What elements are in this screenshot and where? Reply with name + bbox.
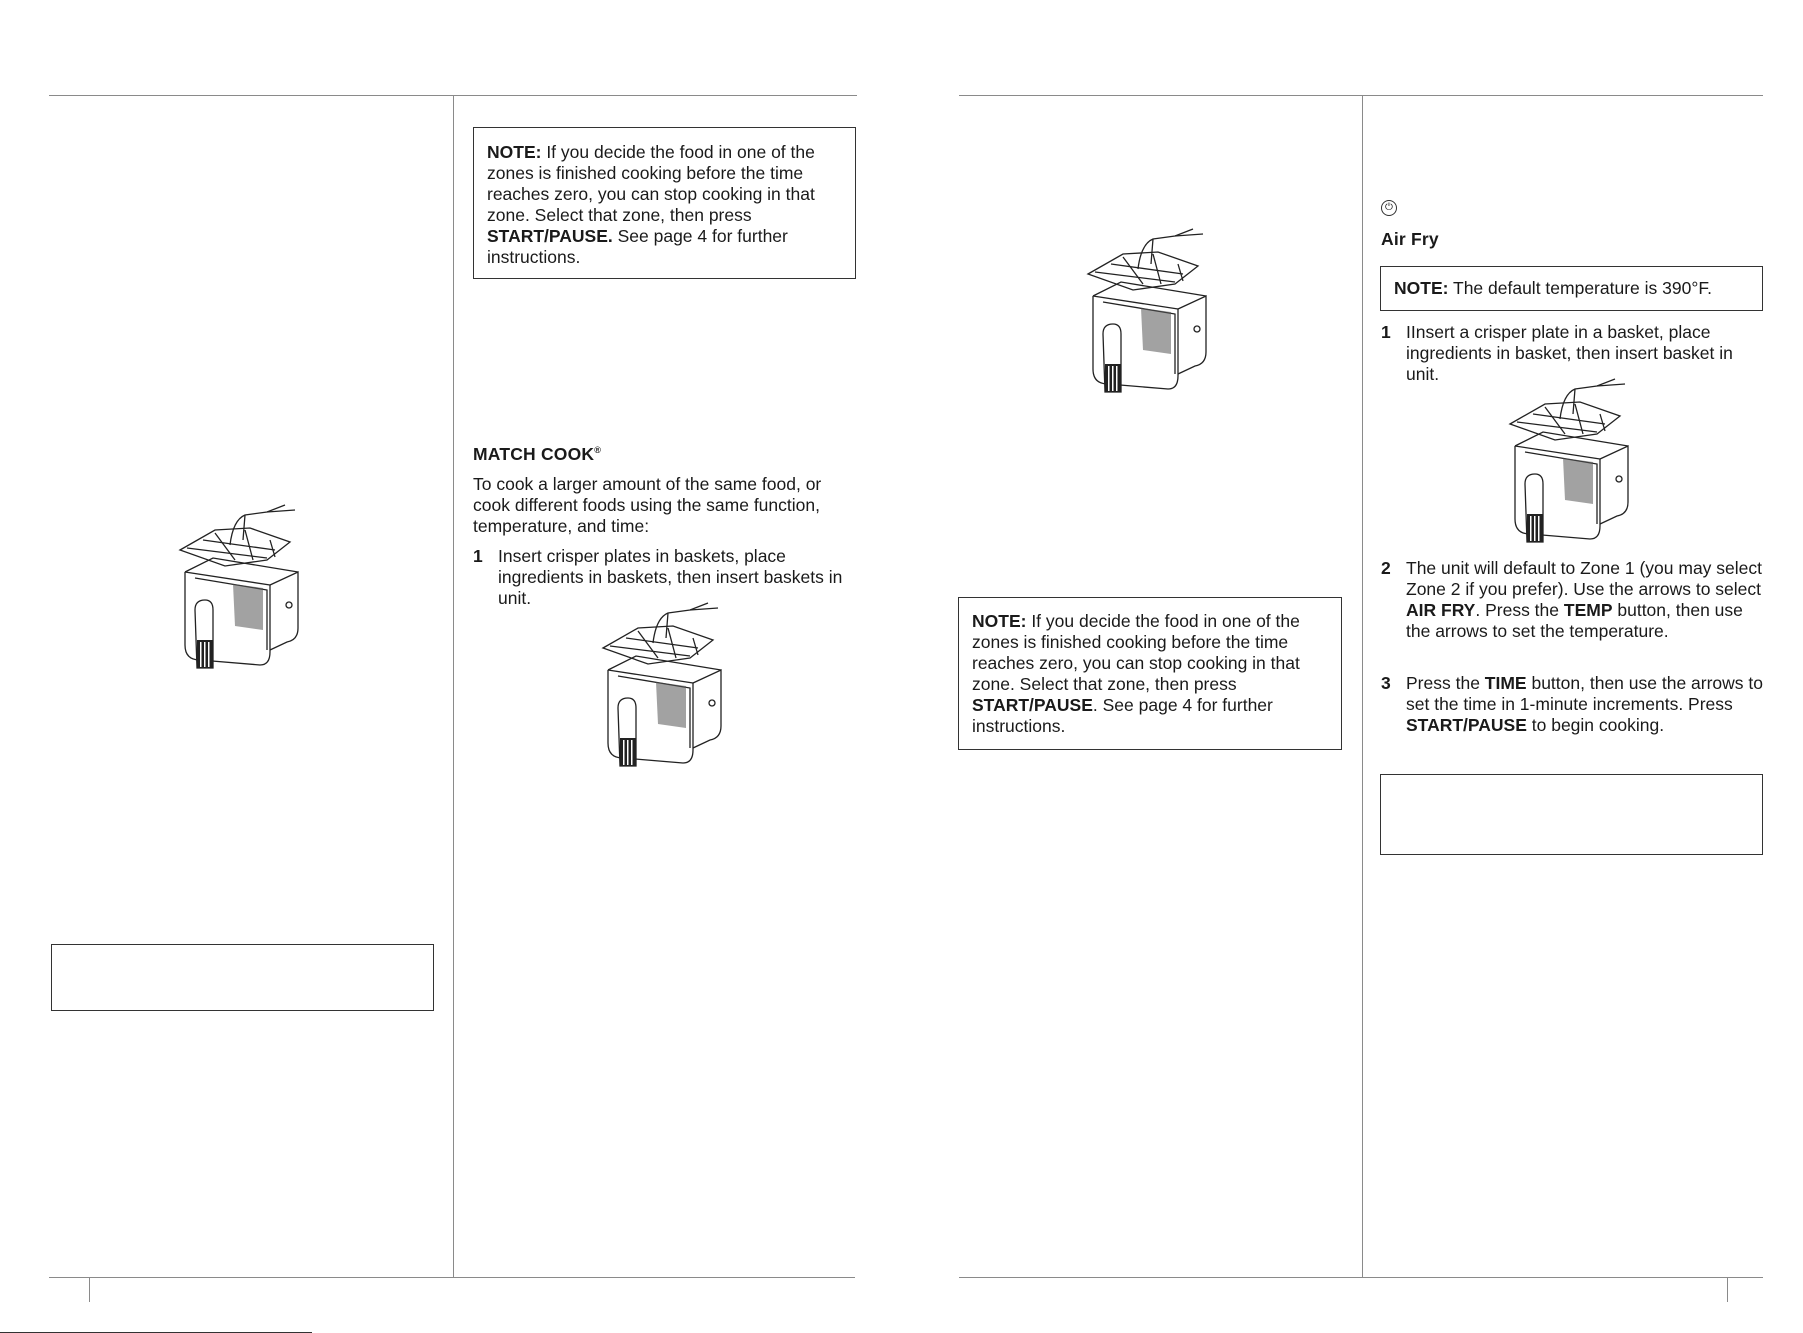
air-fryer-basket-illustration (1083, 224, 1218, 399)
left-note-box (473, 127, 856, 279)
air-fryer-basket-illustration (598, 598, 733, 773)
left-page-folio-tick (89, 1277, 90, 1302)
match-cook-heading: MATCH COOK® (473, 444, 602, 464)
right-page-column-divider (1362, 95, 1363, 1277)
match-cook-step-1: 1 Insert crisper plates in baskets, place ingredients in baskets, then insert baskets in unit. (473, 546, 843, 608)
air-fryer-basket-icon (1083, 224, 1218, 399)
right-empty-note-box (1380, 774, 1763, 855)
air-fryer-basket-icon (175, 500, 310, 675)
power-icon: ⏻ (1381, 200, 1397, 216)
right-page-bottom-rule (959, 1277, 1763, 1278)
air-fryer-basket-illustration (1505, 374, 1640, 549)
right-page-folio-tick (1727, 1277, 1728, 1302)
right-note-box (958, 597, 1342, 750)
air-fryer-basket-illustration (175, 500, 310, 675)
air-fry-heading: Air Fry (1381, 229, 1439, 249)
right-note-text: NOTE: If you decide the food in one of the zones is finished cooking before the time reaches zero, you can stop cooking in that zone. Select that zone, then press START/PAUSE. See page 4 for further instructions. (972, 611, 1300, 736)
air-fry-note-text: NOTE: The default temperature is 390°F. (1394, 278, 1712, 298)
left-page-bottom-rule (49, 1277, 855, 1278)
left-page-column-divider (453, 95, 454, 1277)
air-fry-step-3: 3 Press the TIME button, then use the arrows to set the time in 1-minute increments. Press START/PAUSE to begin cooking. (1381, 673, 1764, 735)
note-label: NOTE: (487, 142, 542, 162)
right-page-top-rule (959, 95, 1763, 96)
note-label: NOTE: (972, 611, 1027, 631)
air-fryer-basket-icon (1505, 374, 1640, 549)
air-fryer-basket-icon (598, 598, 733, 773)
left-empty-note-box (51, 944, 434, 1011)
match-cook-intro: To cook a larger amount of the same food, or cook different foods using the same function, temperature, and time: (473, 474, 822, 536)
left-note-text: NOTE: If you decide the food in one of the zones is finished cooking before the time reaches zero, you can stop cooking in that zone. Select that zone, then press START/PAUSE. See page 4 for further instructions. (487, 142, 815, 267)
air-fry-note-box (1380, 266, 1763, 311)
air-fry-step-2: 2 The unit will default to Zone 1 (you may select Zone 2 if you prefer). Use the arrows to select AIR FRY. Press the TEMP button, then use the arrows to set the temperature. (1381, 558, 1763, 641)
air-fry-step-1: 1 IInsert a crisper plate in a basket, place ingredients in basket, then insert basket in unit. (1381, 322, 1733, 384)
